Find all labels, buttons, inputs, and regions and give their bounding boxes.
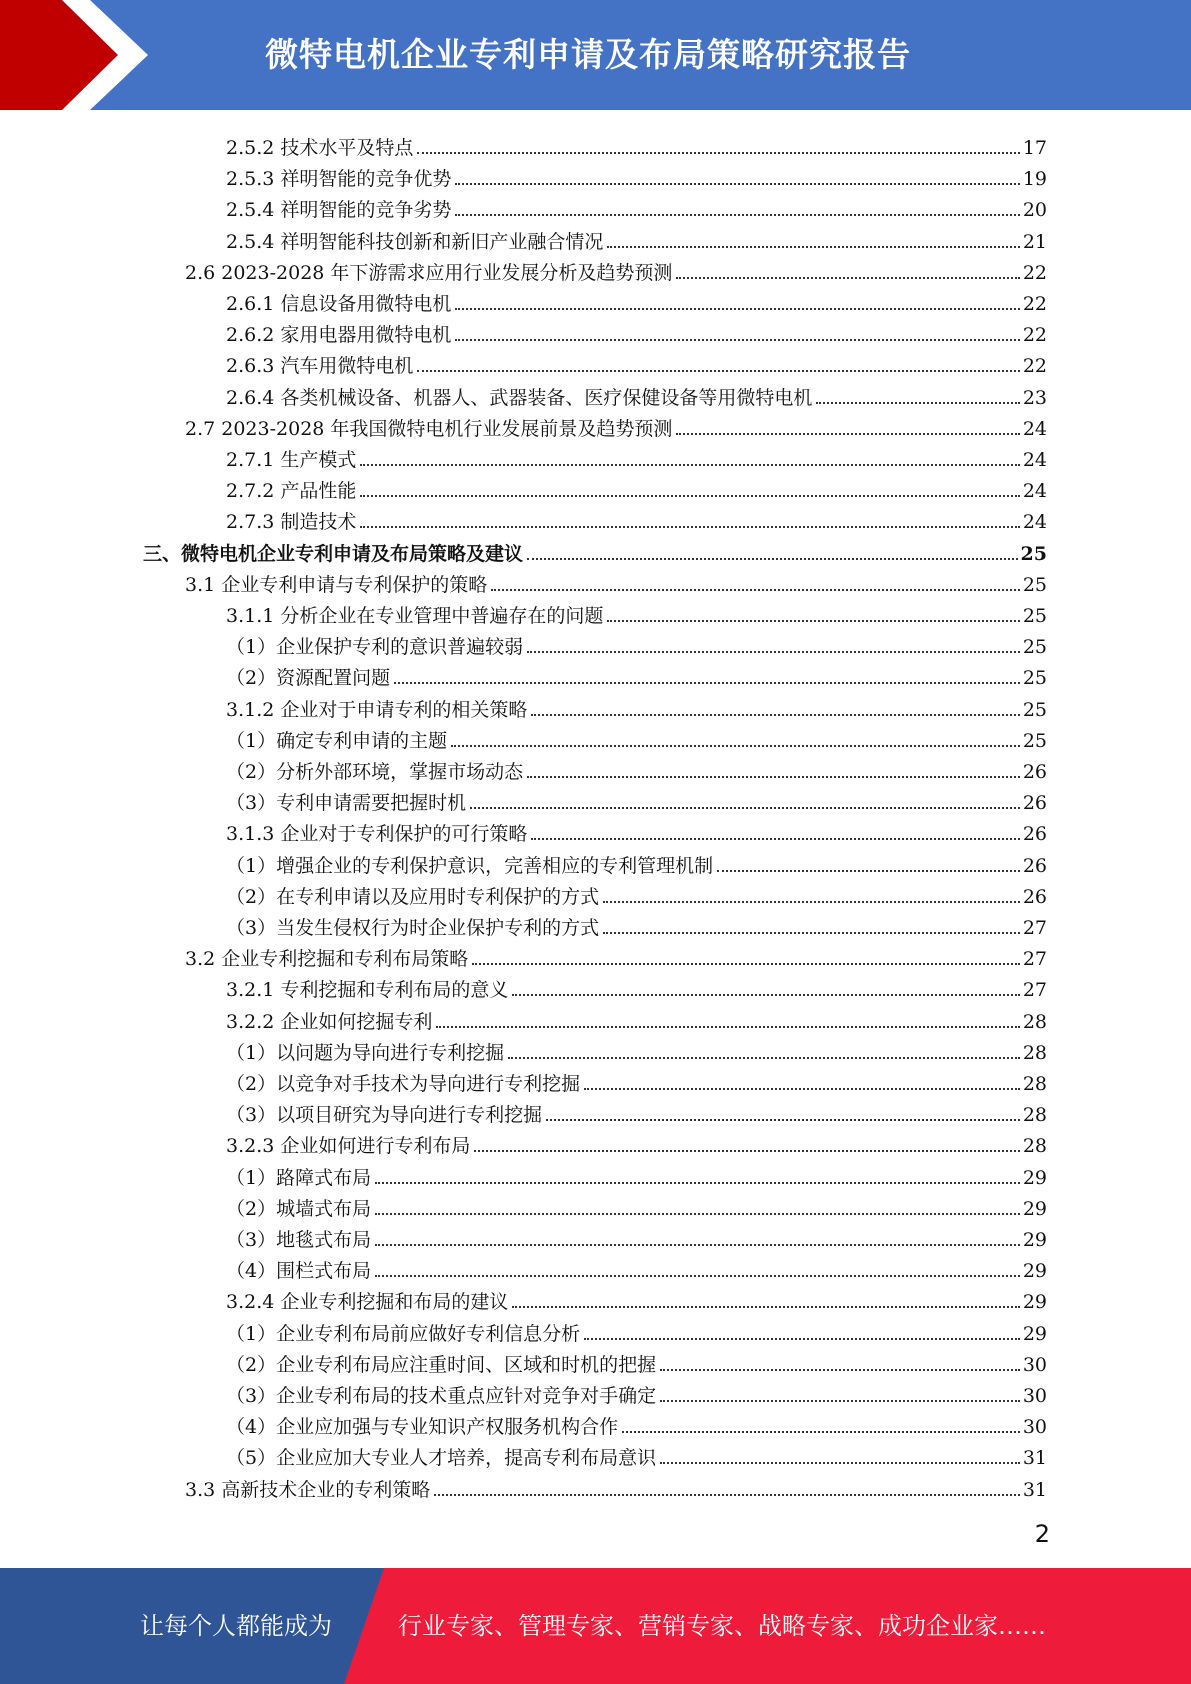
- toc-dot-leader: [455, 338, 1019, 341]
- toc-dot-leader: [527, 775, 1020, 778]
- toc-dot-leader: [455, 213, 1019, 216]
- toc-entry-page: 25: [1022, 636, 1047, 659]
- toc-entry[interactable]: [226, 1251, 1047, 1282]
- toc-entry-page: 27: [1022, 948, 1047, 971]
- toc-entry[interactable]: [226, 846, 1047, 877]
- toc-dot-leader: [584, 1087, 1020, 1090]
- toc-dot-leader: [375, 1212, 1020, 1215]
- toc-dot-leader: [375, 1181, 1020, 1184]
- toc-entry[interactable]: [143, 534, 1047, 565]
- toc-entry[interactable]: [226, 658, 1047, 689]
- toc-entry-title: （1）增强企业的专利保护意识，完善相应的专利管理机制: [226, 854, 714, 877]
- toc-entry-title: （5）企业应加大专业人才培养，提高专利布局意识: [226, 1447, 657, 1470]
- toc-entry-title: （2）在专利申请以及应用时专利保护的方式: [226, 885, 600, 908]
- toc-entry-page: 26: [1022, 885, 1047, 908]
- toc-entry-page: 22: [1022, 293, 1047, 315]
- toc-entry-title: （3）专利申请需要把握时机: [226, 792, 467, 815]
- toc-entry-page: 29: [1022, 1197, 1047, 1220]
- toc-dot-leader: [527, 650, 1020, 653]
- toc-entry-page: 20: [1022, 199, 1047, 222]
- toc-entry[interactable]: [226, 1158, 1047, 1189]
- toc-dot-leader: [455, 182, 1019, 185]
- toc-dot-leader: [816, 401, 1019, 404]
- toc-entry-page: 28: [1022, 1104, 1047, 1127]
- toc-entry[interactable]: [226, 128, 1047, 159]
- toc-dot-leader: [375, 1274, 1020, 1277]
- toc-dot-leader: [622, 1430, 1020, 1433]
- toc-entry-page: 25: [1022, 573, 1047, 596]
- toc-entry[interactable]: [226, 1064, 1047, 1095]
- toc-entry-page: 24: [1022, 417, 1047, 440]
- toc-entry[interactable]: [226, 346, 1047, 377]
- toc-entry-title: 2.7.1 生产模式: [226, 449, 357, 471]
- toc-entry[interactable]: [226, 440, 1047, 471]
- page-header: [0, 0, 1191, 110]
- toc-entry[interactable]: [226, 315, 1047, 346]
- toc-entry-page: 29: [1022, 1291, 1047, 1314]
- toc-dot-leader: [531, 837, 1019, 840]
- toc-entry-page: 29: [1022, 1322, 1047, 1345]
- toc-entry-page: 25: [1022, 605, 1047, 627]
- toc-entry[interactable]: [226, 627, 1047, 658]
- toc-entry-title: （2）城墙式布局: [226, 1197, 372, 1220]
- toc-entry[interactable]: [226, 1376, 1047, 1407]
- toc-entry[interactable]: [185, 939, 1047, 970]
- toc-entry-title: 2.5.4 祥明智能科技创新和新旧产业融合情况: [226, 230, 604, 253]
- toc-entry[interactable]: [226, 690, 1047, 721]
- toc-dot-leader: [527, 557, 1018, 560]
- toc-entry-title: （2）资源配置问题: [226, 667, 391, 690]
- toc-entry-title: 3.1.2 企业对于申请专利的相关策略: [226, 698, 528, 721]
- toc-entry-page: 26: [1022, 823, 1047, 846]
- toc-dot-leader: [607, 245, 1019, 248]
- toc-entry-page: 27: [1022, 979, 1047, 1002]
- toc-entry-page: 26: [1022, 854, 1047, 877]
- toc-dot-leader: [660, 1461, 1020, 1464]
- toc-entry-page: 29: [1022, 1260, 1047, 1283]
- toc-entry-page: 25: [1022, 667, 1047, 690]
- toc-entry[interactable]: [226, 159, 1047, 190]
- toc-entry-title: （3）以项目研究为导向进行专利挖掘: [226, 1104, 543, 1127]
- toc-entry[interactable]: [226, 1220, 1047, 1251]
- toc-entry[interactable]: [226, 1345, 1047, 1376]
- toc-entry-title: 2.6.2 家用电器用微特电机: [226, 324, 452, 347]
- toc-entry-title: （3）企业专利布局的技术重点应针对竞争对手确定: [226, 1385, 657, 1407]
- toc-entry-page: 23: [1022, 386, 1047, 409]
- toc-entry-title: 3.2.1 专利挖掘和专利布局的意义: [226, 979, 509, 1002]
- toc-entry[interactable]: [226, 1282, 1047, 1313]
- toc-dot-leader: [451, 744, 1020, 747]
- toc-dot-leader: [676, 276, 1019, 279]
- toc-entry[interactable]: [226, 471, 1047, 502]
- toc-dot-leader: [531, 713, 1019, 716]
- toc-entry-title: 3.1 企业专利申请与专利保护的策略: [185, 573, 488, 596]
- toc-entry-title: 3.2 企业专利挖掘和专利布局策略: [185, 948, 469, 971]
- toc-entry[interactable]: [226, 1407, 1047, 1438]
- toc-dot-leader: [491, 588, 1020, 591]
- toc-entry[interactable]: [226, 502, 1047, 533]
- toc-entry[interactable]: [226, 877, 1047, 908]
- toc-entry[interactable]: [226, 721, 1047, 752]
- toc-entry-title: （1）路障式布局: [226, 1166, 372, 1189]
- toc-entry[interactable]: [226, 783, 1047, 814]
- toc-entry[interactable]: [226, 284, 1047, 315]
- page-footer: [0, 1568, 1191, 1684]
- toc-entry-title: （3）地毯式布局: [226, 1229, 372, 1251]
- toc-dot-leader: [360, 525, 1019, 528]
- toc-entry-page: 25: [1020, 542, 1047, 565]
- toc-entry-title: 2.6.4 各类机械设备、机器人、武器装备、医疗保健设备等用微特电机: [226, 386, 813, 409]
- toc-dot-leader: [436, 1025, 1019, 1028]
- toc-entry-title: 3.1.3 企业对于专利保护的可行策略: [226, 823, 528, 846]
- toc-entry-page: 28: [1022, 1041, 1047, 1064]
- toc-entry-title: 2.5.2 技术水平及特点: [226, 137, 414, 159]
- toc-entry-title: 2.6.1 信息设备用微特电机: [226, 293, 452, 315]
- toc-entry-title: 3.3 高新技术企业的专利策略: [185, 1478, 431, 1501]
- toc-dot-leader: [607, 619, 1019, 622]
- toc-entry-title: 2.7 2023-2028 年我国微特电机行业发展前景及趋势预测: [185, 417, 673, 440]
- toc-entry-title: （1）以问题为导向进行专利挖掘: [226, 1041, 505, 1064]
- toc-dot-leader: [455, 307, 1019, 310]
- toc-dot-leader: [417, 369, 1019, 372]
- toc-dot-leader: [660, 1368, 1020, 1371]
- toc-entry[interactable]: [226, 1095, 1047, 1126]
- toc-entry-page: 29: [1022, 1166, 1047, 1189]
- toc-entry-title: （4）企业应加强与专业知识产权服务机构合作: [226, 1416, 619, 1439]
- toc-entry-title: 2.5.4 祥明智能的竞争劣势: [226, 199, 452, 222]
- toc-entry-title: （4）围栏式布局: [226, 1260, 372, 1283]
- toc-entry-page: 19: [1022, 168, 1047, 191]
- toc-entry[interactable]: [226, 222, 1047, 253]
- toc-dot-leader: [676, 432, 1019, 435]
- toc-entry-title: 3.2.4 企业专利挖掘和布局的建议: [226, 1291, 509, 1314]
- toc-dot-leader: [470, 806, 1020, 809]
- toc-entry-title: （2）分析外部环境，掌握市场动态: [226, 761, 524, 783]
- toc-dot-leader: [512, 993, 1019, 996]
- toc-entry-page: 30: [1022, 1353, 1047, 1376]
- toc-entry-page: 30: [1022, 1385, 1047, 1407]
- toc-entry-title: 三、微特电机企业专利申请及布局策略及建议: [143, 542, 524, 565]
- toc-entry-title: 2.7.2 产品性能: [226, 480, 357, 503]
- toc-dot-leader: [508, 1056, 1020, 1059]
- toc-entry-page: 27: [1022, 917, 1047, 939]
- toc-dot-leader: [360, 494, 1019, 497]
- footer-slogan-right: 行业专家、管理专家、营销专家、战略专家、成功企业家……: [398, 1612, 1046, 1640]
- toc-dot-leader: [474, 1149, 1019, 1152]
- toc-entry-page: 22: [1022, 355, 1047, 378]
- toc-entry-page: 26: [1022, 761, 1047, 783]
- toc-entry-page: 22: [1022, 324, 1047, 347]
- toc-entry[interactable]: [226, 1438, 1047, 1469]
- document-title: 微特电机企业专利申请及布局策略研究报告: [265, 35, 911, 74]
- footer-slogan-left: 让每个人都能成为: [140, 1612, 332, 1640]
- toc-entry-page: 24: [1022, 511, 1047, 534]
- toc-dot-leader: [584, 1337, 1020, 1340]
- toc-entry-page: 28: [1022, 1073, 1047, 1095]
- toc-entry-title: （1）企业保护专利的意识普遍较弱: [226, 636, 524, 659]
- toc-entry-page: 24: [1022, 449, 1047, 471]
- toc-entry-title: 3.2.2 企业如何挖掘专利: [226, 1010, 433, 1033]
- toc-entry-title: 2.6 2023-2028 年下游需求应用行业发展分析及趋势预测: [185, 261, 673, 284]
- header-arrow-decoration: [0, 0, 160, 110]
- toc-entry-page: 17: [1022, 137, 1047, 159]
- toc-entry-title: 2.6.3 汽车用微特电机: [226, 355, 414, 378]
- toc-entry-title: （1）企业专利布局前应做好专利信息分析: [226, 1322, 581, 1345]
- toc-entry[interactable]: [226, 814, 1047, 845]
- toc-entry[interactable]: [226, 1189, 1047, 1220]
- toc-entry[interactable]: [226, 1033, 1047, 1064]
- toc-entry-title: 2.5.3 祥明智能的竞争优势: [226, 168, 452, 191]
- toc-entry[interactable]: [226, 1314, 1047, 1345]
- toc-entry-title: 2.7.3 制造技术: [226, 511, 357, 534]
- toc-entry-page: 24: [1022, 480, 1047, 503]
- toc-dot-leader: [472, 962, 1020, 965]
- toc-dot-leader: [434, 1493, 1020, 1496]
- toc-entry-title: （2）企业专利布局应注重时间、区域和时机的把握: [226, 1353, 657, 1376]
- toc-dot-leader: [660, 1399, 1020, 1402]
- toc-dot-leader: [375, 1243, 1020, 1246]
- toc-entry[interactable]: [226, 970, 1047, 1001]
- toc-entry-page: 28: [1022, 1135, 1047, 1158]
- toc-entry-page: 25: [1022, 729, 1047, 752]
- toc-entry-page: 28: [1022, 1010, 1047, 1033]
- toc-entry[interactable]: [185, 253, 1047, 284]
- toc-entry[interactable]: [226, 596, 1047, 627]
- toc-entry-page: 31: [1022, 1478, 1047, 1501]
- toc-entry-page: 30: [1022, 1416, 1047, 1439]
- toc-dot-leader: [360, 463, 1019, 466]
- toc-dot-leader: [603, 931, 1020, 934]
- toc-dot-leader: [546, 1118, 1020, 1121]
- toc-dot-leader: [603, 900, 1020, 903]
- toc-entry[interactable]: [185, 1470, 1047, 1501]
- toc-entry-title: 3.2.3 企业如何进行专利布局: [226, 1135, 471, 1158]
- toc-entry[interactable]: [226, 1126, 1047, 1157]
- toc-entry-page: 26: [1022, 792, 1047, 815]
- toc-entry-title: （3）当发生侵权行为时企业保护专利的方式: [226, 917, 600, 939]
- toc-entry[interactable]: [226, 752, 1047, 783]
- page-number: 2: [1034, 1520, 1050, 1548]
- toc-dot-leader: [717, 869, 1020, 872]
- toc-entry-page: 21: [1022, 230, 1047, 253]
- toc-entry-title: （1）确定专利申请的主题: [226, 729, 448, 752]
- toc-entry-page: 31: [1022, 1447, 1047, 1470]
- toc-dot-leader: [417, 151, 1019, 154]
- toc-entry[interactable]: [185, 409, 1047, 440]
- toc-dot-leader: [512, 1305, 1019, 1308]
- toc-entry-page: 22: [1022, 261, 1047, 284]
- toc-entry-page: 25: [1022, 698, 1047, 721]
- toc-entry[interactable]: [185, 565, 1047, 596]
- toc-entry-title: （2）以竞争对手技术为导向进行专利挖掘: [226, 1073, 581, 1095]
- toc-entry-page: 29: [1022, 1229, 1047, 1251]
- toc-dot-leader: [394, 681, 1020, 684]
- toc-entry-title: 3.1.1 分析企业在专业管理中普遍存在的问题: [226, 605, 604, 627]
- toc-entry[interactable]: [226, 908, 1047, 939]
- toc-entry[interactable]: [226, 190, 1047, 221]
- toc-entry[interactable]: [226, 378, 1047, 409]
- toc-entry[interactable]: [226, 1002, 1047, 1033]
